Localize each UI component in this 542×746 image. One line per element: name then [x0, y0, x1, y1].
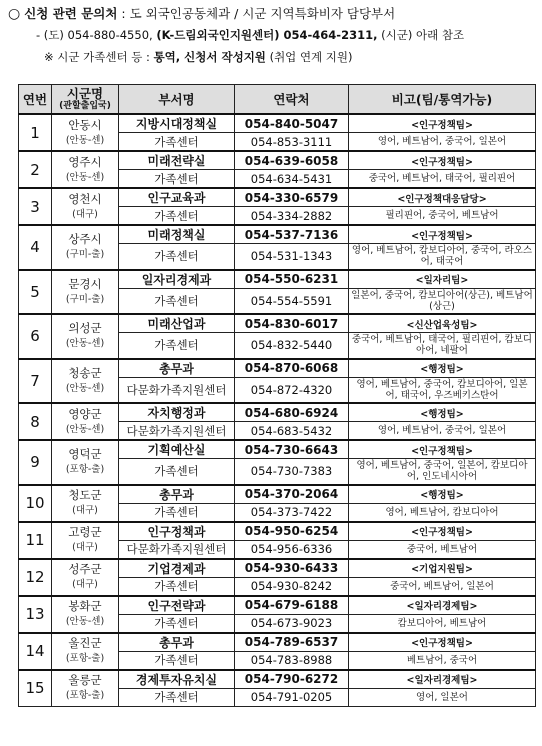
- department-name: 인구교육과: [119, 188, 235, 207]
- immigration-office: (안동-센): [65, 134, 105, 146]
- table-row: [19, 485, 536, 504]
- row-number: 5: [19, 270, 52, 315]
- row-number: 12: [19, 559, 52, 596]
- team-name: <인구정책대응담당>: [349, 188, 536, 207]
- department-name: 자치행정과: [119, 403, 235, 422]
- row-number: 7: [19, 359, 52, 404]
- department-phone: 054-790-6272: [235, 670, 349, 689]
- team-name: <인구정책팀>: [349, 151, 536, 170]
- row-number: 9: [19, 440, 52, 485]
- contact-center: (K-드림외국인지원센터) 054-464-2311,: [156, 28, 378, 42]
- family-center-phone: 054-791-0205: [235, 688, 349, 706]
- contact-table: [18, 84, 536, 707]
- family-center-name: 다문화가족지원센터: [119, 540, 235, 559]
- department-name: 미래정책실: [119, 225, 235, 244]
- immigration-office: (안동-센): [65, 171, 105, 183]
- table-row: [19, 440, 536, 459]
- header-dept: 부서명: [119, 85, 235, 115]
- section-heading: [8, 4, 538, 24]
- city-name: 청도군: [68, 488, 102, 502]
- table-row: [19, 559, 536, 578]
- city-cell: [52, 670, 119, 707]
- department-phone: 054-550-6231: [235, 270, 349, 289]
- family-center-name: 가족센터: [119, 577, 235, 596]
- immigration-office: (대구): [72, 579, 98, 590]
- department-name: 지방시대정책실: [119, 114, 235, 133]
- immigration-office: (구미-출): [65, 249, 105, 261]
- heading-title: 신청 관련 문의처: [24, 6, 118, 21]
- row-number: 3: [19, 188, 52, 225]
- table-row: [19, 359, 536, 378]
- team-name: <행정팀>: [349, 403, 536, 422]
- department-name: 미래전략실: [119, 151, 235, 170]
- department-name: 총무과: [119, 359, 235, 378]
- row-number: 1: [19, 114, 52, 151]
- row-number: 10: [19, 485, 52, 522]
- family-center-phone: 054-832-5440: [235, 333, 349, 359]
- immigration-office: (대구): [72, 542, 98, 553]
- family-center-name: 가족센터: [119, 651, 235, 670]
- city-cell: [52, 225, 119, 270]
- team-name: <일자리팀>: [349, 270, 536, 289]
- interpretation-languages: 중국어, 베트남어, 태국어, 필리핀어, 캄보디아어, 네팔어: [349, 333, 536, 359]
- team-name: <인구정책팀>: [349, 225, 536, 244]
- department-phone: 054-639-6058: [235, 151, 349, 170]
- department-name: 기업경제과: [119, 559, 235, 578]
- family-center-phone: 054-956-6336: [235, 540, 349, 559]
- department-name: 일자리경제과: [119, 270, 235, 289]
- family-center-phone: 054-730-7383: [235, 459, 349, 485]
- city-name: 영천시: [68, 191, 102, 206]
- city-cell: [52, 633, 119, 670]
- immigration-office: (구미-출): [65, 293, 105, 305]
- city-name: 상주시: [68, 232, 102, 247]
- interpretation-languages: 영어, 베트남어, 중국어, 일본어: [349, 133, 536, 152]
- department-name: 기획예산실: [119, 440, 235, 459]
- city-cell: [52, 359, 119, 404]
- row-number: 6: [19, 314, 52, 359]
- interpretation-languages: 필리핀어, 중국어, 베트남어: [349, 207, 536, 226]
- department-phone: 054-730-6643: [235, 440, 349, 459]
- interpretation-languages: 일본어, 중국어, 캄보디아어(상근), 베트남어(상근): [349, 288, 536, 314]
- department-phone: 054-930-6433: [235, 559, 349, 578]
- city-cell: [52, 485, 119, 522]
- immigration-office: (대구): [72, 208, 98, 220]
- header-no: 연번: [19, 85, 52, 115]
- interpretation-languages: 영어, 베트남어, 중국어, 캄보디아어, 일본어, 태국어, 우즈베키스탄어: [349, 377, 536, 403]
- table-row: [19, 188, 536, 207]
- city-name: 고령군: [68, 525, 102, 539]
- table-row: [19, 403, 536, 422]
- department-phone: 054-679-6188: [235, 596, 349, 615]
- team-name: <기업지원팀>: [349, 559, 536, 578]
- city-name: 의성군: [68, 321, 102, 336]
- table-row: [19, 151, 536, 170]
- family-center-name: 가족센터: [119, 459, 235, 485]
- table-body: [19, 114, 536, 706]
- department-name: 미래산업과: [119, 314, 235, 333]
- team-name: <인구정책팀>: [349, 522, 536, 541]
- city-cell: [52, 114, 119, 151]
- immigration-office: (안동-센): [65, 616, 105, 627]
- family-center-name: 가족센터: [119, 207, 235, 226]
- reference-mark-icon: ※: [44, 50, 54, 64]
- table-row: [19, 670, 536, 689]
- table-row: [19, 270, 536, 289]
- interpretation-languages: 영어, 베트남어, 캄보디아어, 중국어, 라오스어, 태국어: [349, 244, 536, 270]
- department-name: 인구정책과: [119, 522, 235, 541]
- row-number: 13: [19, 596, 52, 633]
- team-name: <일자리경제팀>: [349, 596, 536, 615]
- table-row: [19, 225, 536, 244]
- city-cell: [52, 596, 119, 633]
- family-center-phone: 054-872-4320: [235, 377, 349, 403]
- team-name: <행정팀>: [349, 485, 536, 504]
- family-center-phone: 054-554-5591: [235, 288, 349, 314]
- family-center-phone: 054-853-3111: [235, 133, 349, 152]
- family-center-name: 가족센터: [119, 688, 235, 706]
- team-name: <인구정책팀>: [349, 633, 536, 652]
- interpretation-languages: 영어, 일본어: [349, 688, 536, 706]
- department-phone: 054-950-6254: [235, 522, 349, 541]
- family-center-phone: 054-334-2882: [235, 207, 349, 226]
- department-phone: 054-680-6924: [235, 403, 349, 422]
- interpretation-languages: 영어, 베트남어, 중국어, 일본어, 캄보디아어, 인도네시아어: [349, 459, 536, 485]
- table-header-row: [19, 85, 536, 115]
- immigration-office: (안동-센): [65, 423, 105, 435]
- family-center-name: 다문화가족지원센터: [119, 377, 235, 403]
- team-name: <행정팀>: [349, 359, 536, 378]
- family-center-name: 가족센터: [119, 614, 235, 633]
- table-row: [19, 522, 536, 541]
- heading-rest: : 도 외국인공동체과 / 시군 지역특화비자 담당부서: [117, 6, 396, 21]
- city-name: 문경시: [68, 276, 102, 291]
- contact-province: - (도) 054-880-4550,: [36, 28, 153, 42]
- department-phone: 054-830-6017: [235, 314, 349, 333]
- city-name: 울진군: [68, 636, 102, 650]
- department-name: 총무과: [119, 485, 235, 504]
- immigration-office: (포항-출): [65, 464, 105, 476]
- city-name: 영덕군: [68, 447, 102, 462]
- family-center-phone: 054-373-7422: [235, 503, 349, 522]
- city-name: 봉화군: [68, 599, 102, 613]
- contact-line: [36, 27, 536, 45]
- interpretation-languages: 영어, 베트남어, 캄보디아어: [349, 503, 536, 522]
- immigration-office: (대구): [72, 505, 98, 516]
- team-name: <일자리경제팀>: [349, 670, 536, 689]
- header-city-label: 시군명: [66, 86, 104, 101]
- header-city: [52, 85, 119, 115]
- table-row: [19, 596, 536, 615]
- immigration-office: (포항-출): [65, 653, 105, 664]
- row-number: 2: [19, 151, 52, 188]
- city-cell: [52, 314, 119, 359]
- city-name: 청송군: [68, 365, 102, 380]
- header-note: 비고(팀/통역가능): [349, 85, 536, 115]
- city-name: 울릉군: [68, 673, 102, 687]
- row-number: 14: [19, 633, 52, 670]
- family-center-name: 다문화가족지원센터: [119, 422, 235, 441]
- department-name: 경제투자유치실: [119, 670, 235, 689]
- department-phone: 054-370-2064: [235, 485, 349, 504]
- interpretation-languages: 캄보디아어, 베트남어: [349, 614, 536, 633]
- department-name: 인구전략과: [119, 596, 235, 615]
- note-pre: 시군 가족센터 등 :: [57, 50, 150, 64]
- city-name: 안동시: [68, 117, 102, 132]
- row-number: 15: [19, 670, 52, 707]
- table-row: [19, 633, 536, 652]
- interpretation-languages: 베트남어, 중국어: [349, 651, 536, 670]
- department-phone: 054-537-7136: [235, 225, 349, 244]
- contact-suffix: (시군) 아래 참조: [381, 28, 465, 42]
- city-name: 영주시: [68, 154, 102, 169]
- city-name: 영양군: [68, 406, 102, 421]
- department-phone: 054-840-5047: [235, 114, 349, 133]
- department-name: 총무과: [119, 633, 235, 652]
- city-cell: [52, 440, 119, 485]
- department-phone: 054-789-6537: [235, 633, 349, 652]
- note-bold: 통역, 신청서 작성지원: [153, 50, 266, 64]
- row-number: 4: [19, 225, 52, 270]
- note-line: [44, 49, 534, 67]
- city-cell: [52, 151, 119, 188]
- family-center-phone: 054-683-5432: [235, 422, 349, 441]
- interpretation-languages: 중국어, 베트남어: [349, 540, 536, 559]
- family-center-name: 가족센터: [119, 133, 235, 152]
- table-row: [19, 114, 536, 133]
- city-cell: [52, 522, 119, 559]
- family-center-phone: 054-673-9023: [235, 614, 349, 633]
- team-name: <인구정책팀>: [349, 440, 536, 459]
- family-center-phone: 054-634-5431: [235, 170, 349, 189]
- family-center-phone: 054-531-1343: [235, 244, 349, 270]
- city-name: 성주군: [68, 562, 102, 576]
- city-cell: [52, 188, 119, 225]
- city-cell: [52, 270, 119, 315]
- interpretation-languages: 영어, 베트남어, 중국어, 일본어: [349, 422, 536, 441]
- city-cell: [52, 559, 119, 596]
- family-center-name: 가족센터: [119, 333, 235, 359]
- interpretation-languages: 중국어, 베트남어, 태국어, 필리핀어: [349, 170, 536, 189]
- row-number: 11: [19, 522, 52, 559]
- header-phone: 연락처: [235, 85, 349, 115]
- immigration-office: (안동-센): [65, 382, 105, 394]
- team-name: <신산업육성팀>: [349, 314, 536, 333]
- family-center-name: 가족센터: [119, 244, 235, 270]
- family-center-phone: 054-783-8988: [235, 651, 349, 670]
- department-phone: 054-870-6068: [235, 359, 349, 378]
- family-center-name: 가족센터: [119, 170, 235, 189]
- table-row: [19, 314, 536, 333]
- note-post: (취업 연계 지원): [269, 50, 353, 64]
- circle-bullet-icon: ○: [8, 6, 21, 22]
- header-city-sub: (관할출입국): [59, 101, 111, 111]
- immigration-office: (안동-센): [65, 338, 105, 350]
- immigration-office: (포항-출): [65, 690, 105, 701]
- interpretation-languages: 중국어, 베트남어, 일본어: [349, 577, 536, 596]
- family-center-name: 가족센터: [119, 503, 235, 522]
- city-cell: [52, 403, 119, 440]
- family-center-name: 가족센터: [119, 288, 235, 314]
- row-number: 8: [19, 403, 52, 440]
- department-phone: 054-330-6579: [235, 188, 349, 207]
- family-center-phone: 054-930-8242: [235, 577, 349, 596]
- team-name: <인구정책팀>: [349, 114, 536, 133]
